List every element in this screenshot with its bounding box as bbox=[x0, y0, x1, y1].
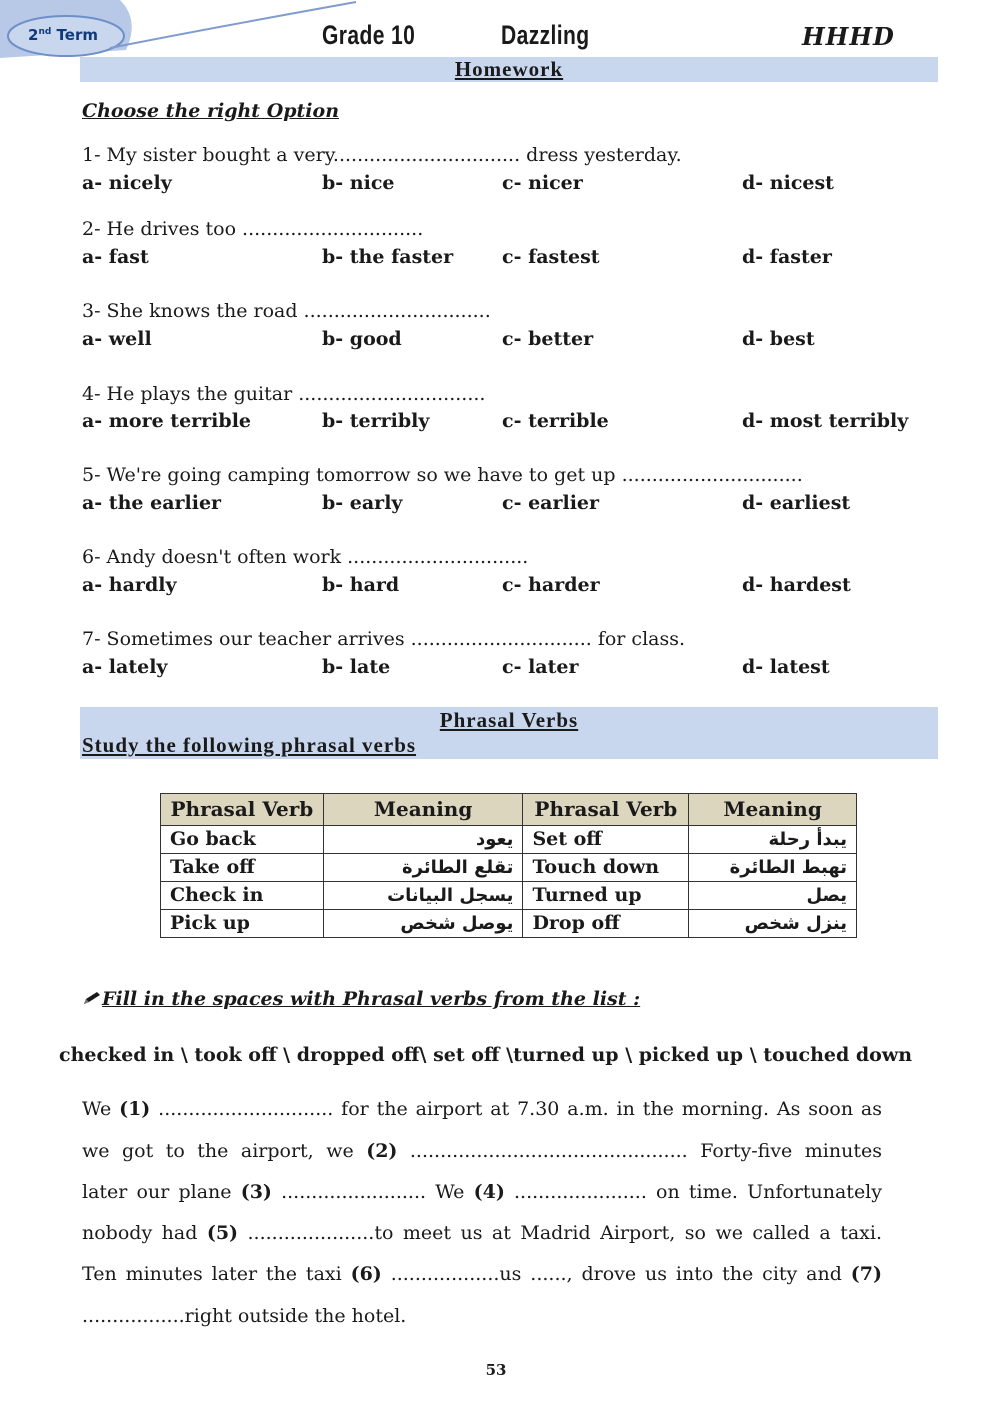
option-b[interactable]: b- hard bbox=[322, 574, 400, 596]
option-a[interactable]: a- the earlier bbox=[82, 492, 222, 514]
paragraph-line: later our plane (3) ........................ We (4) ...................... on time. Unfortunately bbox=[82, 1181, 882, 1203]
meaning-cell: تقلع الطائرة bbox=[323, 854, 523, 882]
meaning-cell: ينزل شخص bbox=[689, 910, 857, 938]
meaning-cell: يعود bbox=[323, 826, 523, 854]
homework-bar bbox=[80, 57, 938, 82]
phrasal-verb-cell: Pick up bbox=[161, 910, 324, 938]
paragraph-line: We (1) ............................. for the airport at 7.30 a.m. in the morning. As soon as bbox=[82, 1098, 882, 1120]
pencil-icon bbox=[82, 989, 102, 1007]
question-text: 3- She knows the road ............................... bbox=[82, 300, 491, 322]
question-text: 2- He drives too .............................. bbox=[82, 218, 424, 240]
homework-title: Homework bbox=[454, 57, 564, 81]
blank-number: (1) bbox=[119, 1098, 151, 1120]
question-text: 5- We're going camping tomorrow so we have to get up .............................. bbox=[82, 464, 803, 486]
option-a[interactable]: a- well bbox=[82, 328, 152, 350]
option-a[interactable]: a- fast bbox=[82, 246, 149, 268]
table-row bbox=[161, 826, 857, 854]
meaning-cell: يبدأ رحلة bbox=[689, 826, 857, 854]
phrasal-verb-cell: Drop off bbox=[523, 910, 689, 938]
table-row bbox=[161, 854, 857, 882]
option-b[interactable]: b- nice bbox=[322, 172, 395, 194]
header-meaning: Meaning bbox=[323, 794, 523, 826]
phrasal-verb-cell: Touch down bbox=[523, 854, 689, 882]
option-d[interactable]: d- faster bbox=[742, 246, 832, 268]
option-d[interactable]: d- nicest bbox=[742, 172, 834, 194]
blank-number: (2) bbox=[366, 1140, 398, 1162]
option-b[interactable]: b- good bbox=[322, 328, 402, 350]
option-c[interactable]: c- later bbox=[502, 656, 579, 678]
option-b[interactable]: b- early bbox=[322, 492, 403, 514]
option-b[interactable]: b- late bbox=[322, 656, 391, 678]
option-b[interactable]: b- the faster bbox=[322, 246, 454, 268]
phrasal-verb-cell: Set off bbox=[523, 826, 689, 854]
phrasal-verbs-bar bbox=[80, 707, 938, 759]
phrasal-verb-cell: Go back bbox=[161, 826, 324, 854]
option-c[interactable]: c- fastest bbox=[502, 246, 600, 268]
meaning-cell: يوصل شخص bbox=[323, 910, 523, 938]
grade-label: Grade 10 bbox=[322, 20, 416, 50]
term-label: 2nd Term bbox=[28, 26, 98, 44]
table-row bbox=[161, 882, 857, 910]
option-d[interactable]: d- best bbox=[742, 328, 815, 350]
meaning-cell: يصل bbox=[689, 882, 857, 910]
header-phrasal-verb: Phrasal Verb bbox=[161, 794, 324, 826]
table-row bbox=[161, 910, 857, 938]
instruction-heading: Choose the right Option bbox=[82, 100, 340, 122]
blank-number: (5) bbox=[206, 1222, 239, 1244]
question-text: 6- Andy doesn't often work .............................. bbox=[82, 546, 529, 568]
phrasal-verbs-title: Phrasal Verbs bbox=[439, 708, 579, 732]
option-d[interactable]: d- earliest bbox=[742, 492, 851, 514]
question-text: 7- Sometimes our teacher arrives .............................. for class. bbox=[82, 628, 686, 650]
fill-instruction bbox=[82, 988, 640, 1010]
option-a[interactable]: a- more terrible bbox=[82, 410, 251, 432]
blank-number: (6) bbox=[350, 1263, 382, 1285]
option-c[interactable]: c- nicer bbox=[502, 172, 583, 194]
phrasal-verb-cell: Take off bbox=[161, 854, 324, 882]
paragraph-line: nobody had (5) .....................to meet us at Madrid Airport, so we called a taxi. bbox=[82, 1222, 882, 1244]
author-logo: HHHD bbox=[802, 22, 895, 51]
page-number: 53 bbox=[485, 1361, 507, 1379]
option-a[interactable]: a- lately bbox=[82, 656, 168, 678]
meaning-cell: يسجل البيانات bbox=[323, 882, 523, 910]
question-text: 1- My sister bought a very............................... dress yesterday. bbox=[82, 144, 682, 166]
option-a[interactable]: a- hardly bbox=[82, 574, 177, 596]
option-a[interactable]: a- nicely bbox=[82, 172, 172, 194]
paragraph-line: we got to the airport, we (2) .............................................. Forty-five minutes bbox=[82, 1140, 882, 1162]
paragraph-line: Ten minutes later the taxi (6) ..................us ......, drove us into the city and (7) bbox=[82, 1263, 882, 1285]
option-c[interactable]: c- harder bbox=[502, 574, 600, 596]
option-d[interactable]: d- latest bbox=[742, 656, 830, 678]
header-meaning: Meaning bbox=[689, 794, 857, 826]
fill-instruction-text: Fill in the spaces with Phrasal verbs from the list : bbox=[102, 988, 641, 1010]
blank-number: (3) bbox=[240, 1181, 272, 1203]
table-header-row bbox=[161, 794, 857, 826]
blank-number: (4) bbox=[473, 1181, 505, 1203]
blank-number: (7) bbox=[850, 1263, 882, 1285]
book-title: Dazzling bbox=[501, 20, 590, 50]
option-d[interactable]: d- hardest bbox=[742, 574, 851, 596]
option-c[interactable]: c- terrible bbox=[502, 410, 609, 432]
option-d[interactable]: d- most terribly bbox=[742, 410, 909, 432]
phrasal-verbs-subtitle: Study the following phrasal verbs bbox=[82, 733, 417, 757]
option-b[interactable]: b- terribly bbox=[322, 410, 430, 432]
question-text: 4- He plays the guitar ............................... bbox=[82, 383, 486, 405]
phrasal-verbs-table bbox=[160, 793, 857, 938]
meaning-cell: تهبط الطائرة bbox=[689, 854, 857, 882]
phrasal-verb-cell: Check in bbox=[161, 882, 324, 910]
header-phrasal-verb: Phrasal Verb bbox=[523, 794, 689, 826]
option-c[interactable]: c- better bbox=[502, 328, 594, 350]
phrasal-verb-cell: Turned up bbox=[523, 882, 689, 910]
paragraph-line: .................right outside the hotel. bbox=[82, 1305, 407, 1327]
option-c[interactable]: c- earlier bbox=[502, 492, 600, 514]
word-list: checked in \ took off \ dropped off\ set off \turned up \ picked up \ touched down bbox=[59, 1044, 913, 1066]
